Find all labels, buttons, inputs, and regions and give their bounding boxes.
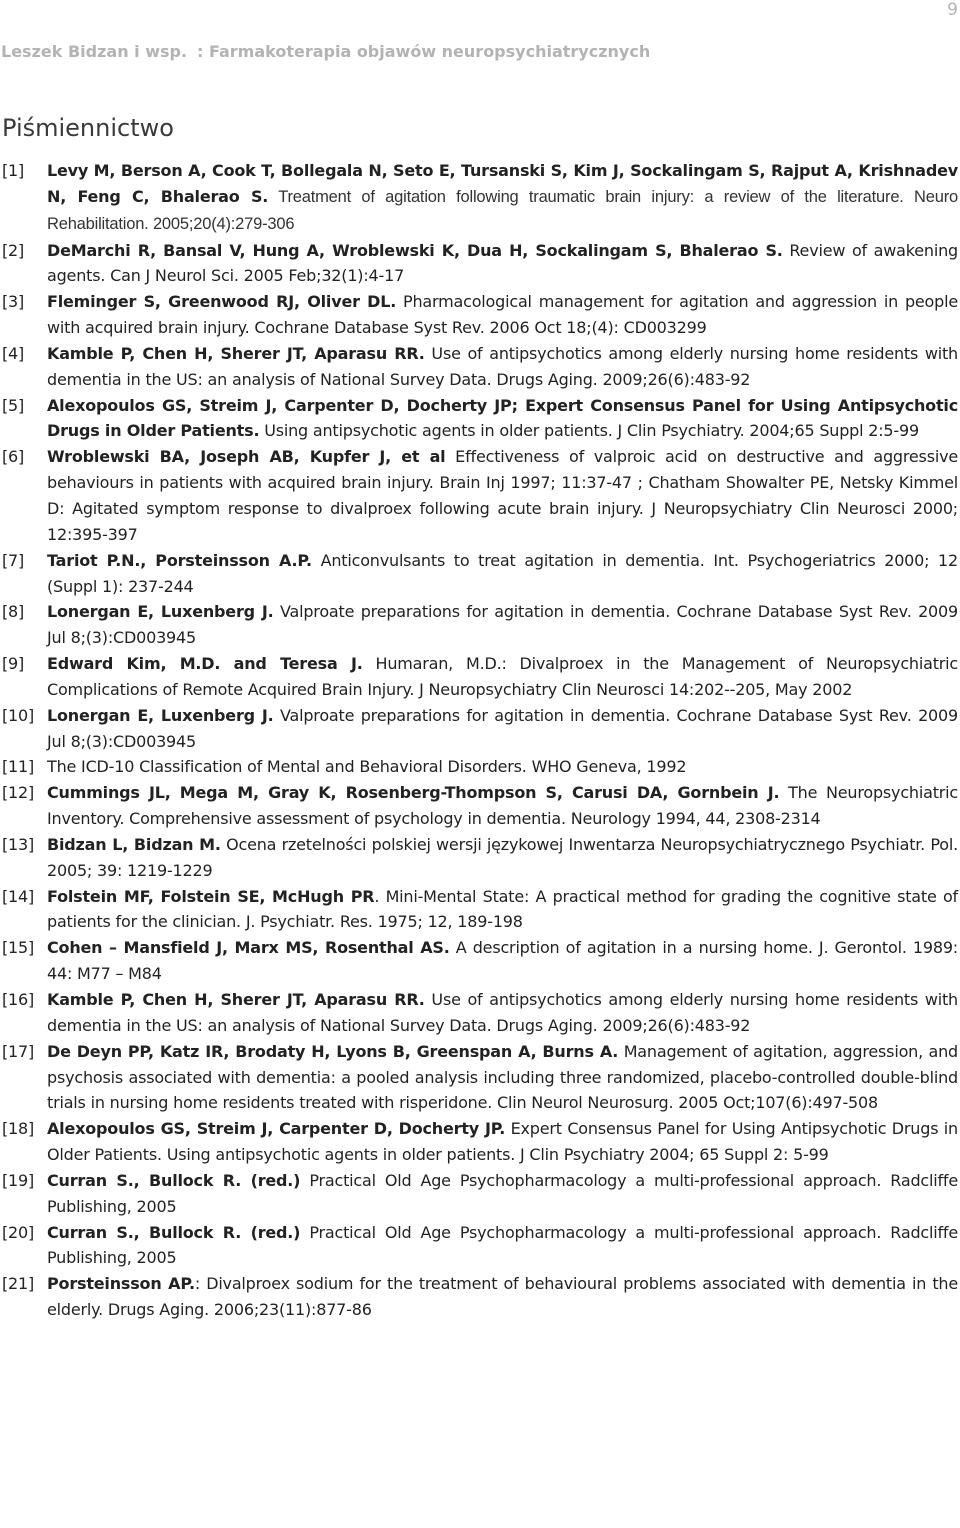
reference-text xyxy=(47,938,958,983)
reference-text xyxy=(47,783,958,828)
reference-authors: Fleminger S, Greenwood RJ, Oliver DL. xyxy=(47,292,397,312)
reference-text xyxy=(47,344,958,389)
reference-authors: Curran S., Bullock R. (red.) xyxy=(47,1170,301,1190)
reference-details: The ICD-10 Classification of Mental and Behavioral Disorders. WHO Geneva, 1992 xyxy=(47,757,687,777)
reference-text xyxy=(47,1119,958,1164)
reference-item xyxy=(0,1168,958,1220)
reference-authors: Cummings JL, Mega M, Gray K, Rosenberg-Thompson S, Carusi DA, Gornbein J. xyxy=(47,783,780,803)
reference-item xyxy=(0,884,958,936)
reference-item xyxy=(0,832,958,884)
reference-authors: Bidzan L, Bidzan M. xyxy=(47,834,221,854)
reference-item xyxy=(0,393,958,445)
reference-authors: Wroblewski BA, Joseph AB, Kupfer J, et al xyxy=(47,447,446,467)
reference-number: [8] xyxy=(2,602,25,622)
reference-authors: Lonergan E, Luxenberg J. xyxy=(47,705,274,725)
reference-item xyxy=(0,754,958,780)
reference-number: [19] xyxy=(2,1170,35,1190)
reference-authors: Lonergan E, Luxenberg J. xyxy=(47,602,274,622)
header-author: Leszek Bidzan i wsp. xyxy=(1,42,188,61)
reference-authors: De Deyn PP, Katz IR, Brodaty H, Lyons B, Greenspan A, Burns A. xyxy=(47,1041,619,1061)
reference-details: The Neuropsychiatric Inventory. Comprehensive assessment of psychology in dementia. Neurology 1994, 44, 2308-2314 xyxy=(47,783,958,829)
reference-details: Expert Consensus Panel for Using Antipsychotic Drugs in Older Patients. Using antipsychotic agents in older patients. J Clin Psychiatry 2004; 65 Suppl 2: 5-99 xyxy=(47,1119,958,1165)
reference-authors: Tariot P.N., Porsteinsson A.P. xyxy=(47,550,312,570)
reference-details: Use of antipsychotics among elderly nursing home residents with dementia in the US: an analysis of National Survey Data. Drugs Aging. 2009;26(6):483-92 xyxy=(47,343,958,389)
reference-authors: Edward Kim, M.D. and Teresa J. xyxy=(47,654,363,674)
reference-number: [14] xyxy=(2,886,35,906)
reference-item xyxy=(0,444,958,547)
reference-number: [21] xyxy=(2,1274,35,1294)
reference-details: Humaran, M.D.: Divalproex in the Management of Neuropsychiatric Complications of Remote Acquired Brain Injury. J Neuropsychiatry Clin Neurosci 14:202--205, May 2002 xyxy=(47,654,958,699)
reference-number: [9] xyxy=(2,654,25,674)
reference-text xyxy=(47,1042,958,1113)
reference-item xyxy=(0,651,958,703)
reference-details: Using antipsychotic agents in older patients. J Clin Psychiatry. 2004;65 Suppl 2:5-99 xyxy=(259,421,919,441)
reference-number: [11] xyxy=(2,757,35,777)
reference-details: Valproate preparations for agitation in dementia. Cochrane Database Syst Rev. 2009 Jul 8;(3):CD003945 xyxy=(47,705,958,751)
reference-details: Practical Old Age Psychopharmacology a multi-professional approach. Radcliffe Publishing, 2005 xyxy=(47,1222,958,1268)
reference-text xyxy=(47,1223,958,1268)
reference-text xyxy=(47,602,958,647)
reference-number: [13] xyxy=(2,834,35,854)
running-header xyxy=(0,38,960,64)
reference-details: Use of antipsychotics among elderly nursing home residents with dementia in the US: an analysis of National Survey Data. Drugs Aging. 2009;26(6):483-92 xyxy=(47,990,958,1035)
reference-number: [2] xyxy=(2,240,25,260)
reference-number: [16] xyxy=(2,990,35,1009)
reference-details: Valproate preparations for agitation in dementia. Cochrane Database Syst Rev. 2009 Jul 8;(3):CD003945 xyxy=(47,602,958,648)
reference-item xyxy=(0,1039,958,1117)
reference-details: Review of awakening agents. Can J Neurol Sci. 2005 Feb;32(1):4-17 xyxy=(47,240,959,286)
reference-authors: Cohen – Mansfield J, Marx MS, Rosenthal AS. xyxy=(47,938,450,958)
reference-list xyxy=(0,158,958,1323)
reference-details: Treatment of agitation following traumatic brain injury: a review of the literature. Neuro Rehabilitation. 2005;20(4):279-306 xyxy=(47,187,958,233)
reference-item xyxy=(0,935,958,987)
reference-authors: Kamble P, Chen H, Sherer JT, Aparasu RR. xyxy=(47,343,425,363)
reference-details: Anticonvulsants to treat agitation in dementia. Int. Psychogeriatrics 2000; 12 (Suppl 1): 237-244 xyxy=(47,550,959,596)
reference-item xyxy=(0,158,958,238)
reference-number: [17] xyxy=(2,1041,35,1061)
section-title: Piśmiennictwo xyxy=(2,114,174,142)
reference-number: [20] xyxy=(2,1222,35,1242)
reference-authors: Alexopoulos GS, Streim J, Carpenter D, Docherty JP; Expert Consensus Panel for Using Antipsychotic Drugs in Older Patients. xyxy=(47,395,958,441)
reference-text xyxy=(47,990,958,1035)
reference-number: [3] xyxy=(2,292,25,312)
header-title: : Farmakoterapia objawów neuropsychiatrycznych xyxy=(197,42,651,61)
reference-text xyxy=(47,396,958,441)
reference-text xyxy=(47,292,958,337)
reference-text xyxy=(47,161,958,233)
reference-item xyxy=(0,987,958,1039)
reference-text xyxy=(47,1171,958,1216)
reference-number: [18] xyxy=(2,1119,35,1139)
reference-item xyxy=(0,289,958,341)
reference-item xyxy=(0,703,958,755)
reference-item xyxy=(0,548,958,600)
reference-details: . Mini-Mental State: A practical method for grading the cognitive state of patients for the clinician. J. Psychiatr. Res. 1975; 12, 189-198 xyxy=(47,886,958,932)
reference-item xyxy=(0,1116,958,1168)
reference-authors: Porsteinsson AP. xyxy=(47,1274,195,1294)
reference-number: [5] xyxy=(2,395,25,415)
reference-number: [1] xyxy=(2,161,25,180)
reference-authors: Kamble P, Chen H, Sherer JT, Aparasu RR. xyxy=(47,990,425,1009)
reference-text xyxy=(47,757,686,776)
reference-number: [12] xyxy=(2,783,35,803)
reference-item xyxy=(0,599,958,651)
reference-details: Pharmacological management for agitation and aggression in people with acquired brain injury. Cochrane Database Syst Rev. 2006 Oct 18;(4): CD003299 xyxy=(47,292,958,338)
reference-authors: Folstein MF, Folstein SE, McHugh PR xyxy=(47,886,375,906)
reference-details: A description of agitation in a nursing home. J. Gerontol. 1989: 44: M77 – M84 xyxy=(47,938,958,984)
reference-text xyxy=(47,1274,958,1319)
reference-item xyxy=(0,780,958,832)
reference-text xyxy=(47,447,958,544)
reference-details: : Divalproex sodium for the treatment of behavioural problems associated with dementia in the elderly. Drugs Aging. 2006;23(11):877-86 xyxy=(47,1274,959,1320)
reference-details: Effectiveness of valproic acid on destructive and aggressive behaviours in patients with acquired brain injury. Brain Inj 1997; 11:37-47 ; Chatham Showalter PE, Netsky Kimmel D: Agitated symptom response to divalproex following acute brain injury. J Neuropsychiatry Clin Neurosci 2000; 12:395-397 xyxy=(47,447,958,544)
reference-text xyxy=(47,706,958,751)
reference-number: [7] xyxy=(2,550,25,570)
reference-details: Practical Old Age Psychopharmacology a multi-professional approach. Radcliffe Publishing, 2005 xyxy=(47,1170,958,1216)
reference-authors: Curran S., Bullock R. (red.) xyxy=(47,1222,301,1242)
reference-number: [4] xyxy=(2,343,25,363)
reference-item xyxy=(0,341,958,393)
reference-text xyxy=(47,654,958,699)
reference-number: [15] xyxy=(2,938,35,958)
page-number: 9 xyxy=(947,0,958,20)
reference-item xyxy=(0,238,958,290)
reference-details: Ocena rzetelności polskiej wersji językowej Inwentarza Neuropsychiatrycznego Psychiatr. Pol. 2005; 39: 1219-1229 xyxy=(47,834,958,880)
reference-details: Management of agitation, aggression, and psychosis associated with dementia: a pooled analysis including three randomized, placebo-controlled double-blind trials in nursing home residents treated with risperidone. Clin Neurol Neurosurg. 2005 Oct;107(6):497-508 xyxy=(47,1041,958,1113)
reference-text xyxy=(47,241,958,286)
reference-number: [10] xyxy=(2,705,35,725)
reference-text xyxy=(47,551,958,596)
reference-item xyxy=(0,1271,958,1323)
reference-item xyxy=(0,1220,958,1272)
reference-number: [6] xyxy=(2,447,25,467)
reference-authors: DeMarchi R, Bansal V, Hung A, Wroblewski K, Dua H, Sockalingam S, Bhalerao S. xyxy=(47,240,783,260)
reference-text xyxy=(47,887,958,932)
reference-authors: Alexopoulos GS, Streim J, Carpenter D, Docherty JP. xyxy=(47,1119,506,1139)
reference-authors: Levy M, Berson A, Cook T, Bollegala N, Seto E, Tursanski S, Kim J, Sockalingam S, Rajput A, Krishnadev N, Feng C, Bhalerao S. xyxy=(47,161,958,206)
reference-text xyxy=(47,835,958,880)
